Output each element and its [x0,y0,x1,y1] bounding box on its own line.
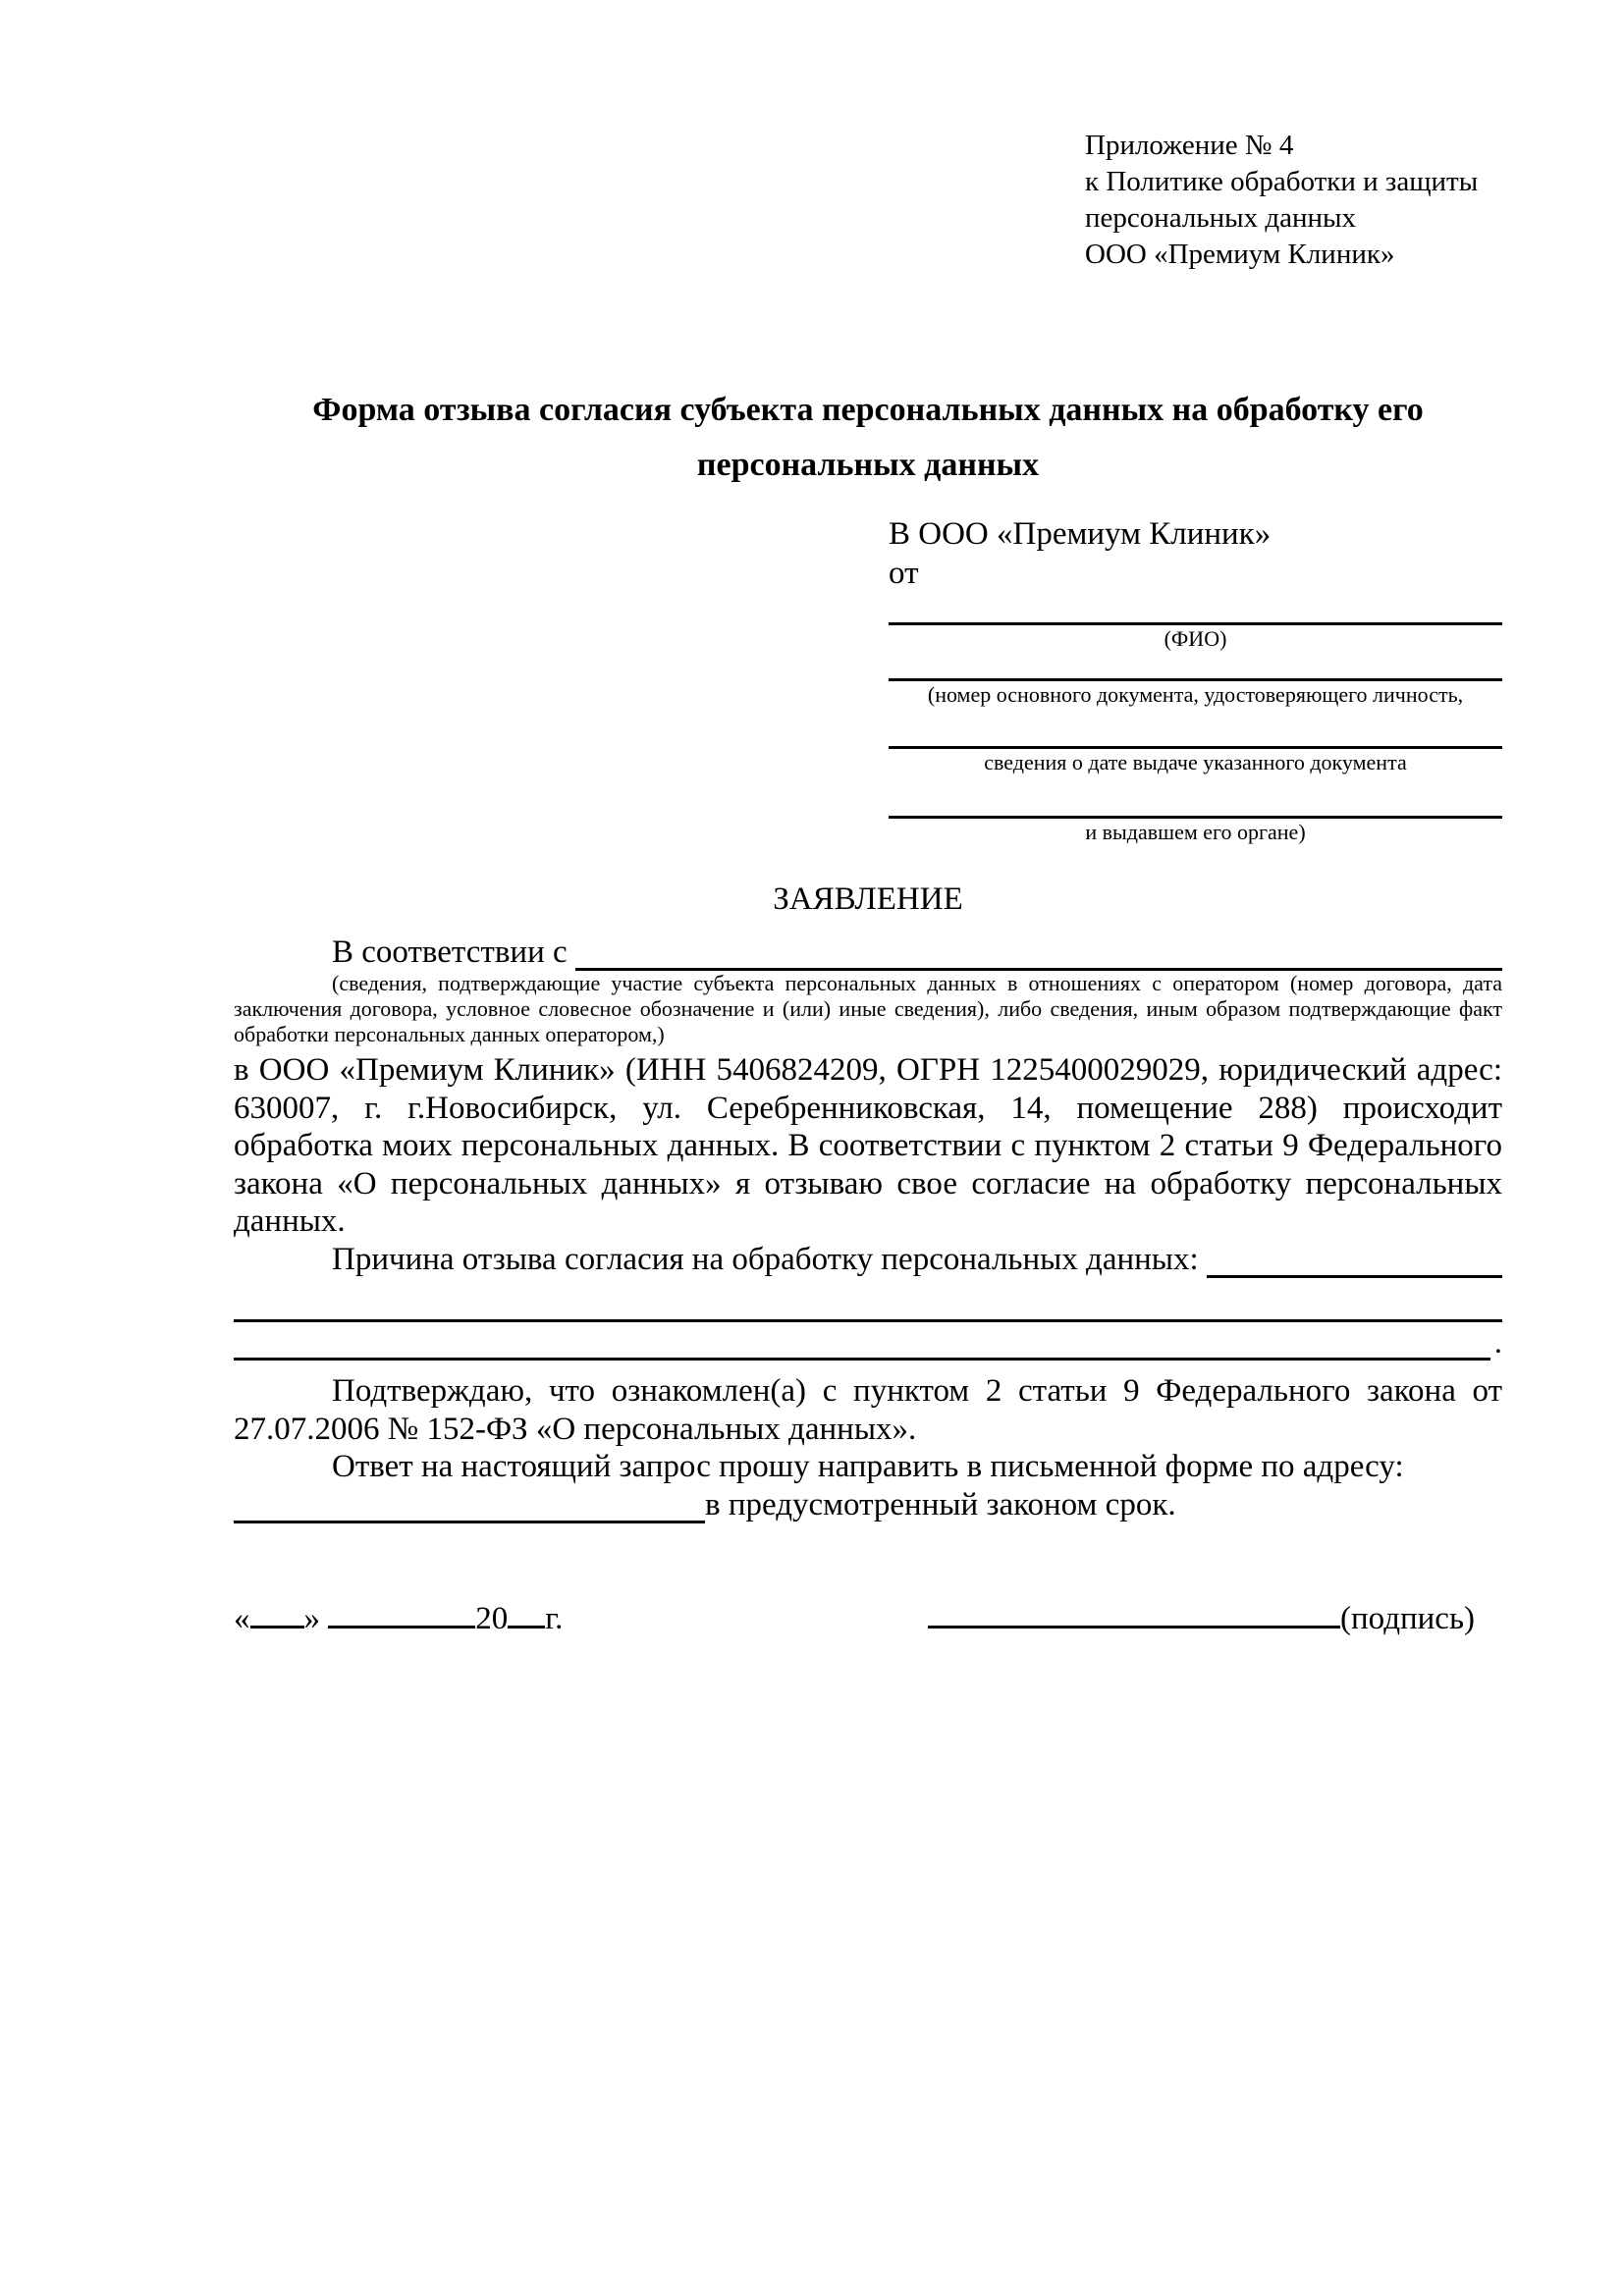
reason-period: . [1493,1325,1502,1361]
reply-request-paragraph: Ответ на настоящий запрос прошу направить в письменной форме по адресу: [332,1449,1404,1484]
document-content [234,128,1502,1638]
reason-blank-line-1 [1207,1242,1502,1278]
reason-blank-line-3 [234,1322,1490,1361]
issuing-authority-blank-line [889,776,1502,819]
addressee-to: В ООО «Премиум Клиник» [889,516,1272,552]
organization-name-line: ООО «Премиум Клиник» [1085,239,1395,270]
issue-date-blank-line [889,709,1502,749]
fio-caption: (ФИО) [1164,626,1227,651]
date-month-blank [328,1598,475,1629]
date-group [234,1598,563,1638]
reason-blank-row-3 [234,1322,1502,1361]
reply-address-blank-line [234,1491,705,1523]
reply-suffix: в предусмотренный законом срок. [705,1486,1176,1522]
policy-reference-line-1: к Политике обработки и защиты [1085,166,1479,197]
footer-row [234,1598,1502,1638]
signature-caption: (подпись) [1340,1601,1475,1636]
statement-body: в ООО «Премиум Клиник» (ИНН 5406824209, ОГРН 1225400029029, юридический адрес: 630007, г. г.Новосибирск, ул. Серебренниковская, 14, помещение 288) происходит обработка моих персональных данных. В соответствии с пунктом 2 статьи 9 Федерального закона «О персональных данных» я отзываю свое согласие на обработку персональных данных. [234,1052,1502,1239]
confirmation-paragraph: Подтверждаю, что ознакомлен(а) с пунктом 2 статьи 9 Федерального закона от 27.07.2006 № 152-ФЗ «О персональных данных». [234,1373,1502,1447]
document-number-caption: (номер основного документа, удостоверяющего личность, [927,682,1464,707]
accordance-prefix: В соответствии с [332,934,575,970]
date-open-quote: « [234,1601,250,1636]
reply-address-row [234,1486,1502,1524]
policy-reference-line-2: персональных данных [1085,202,1357,234]
document-title: Форма отзыва согласия субъекта персональных данных на обработку его персональных данных [312,392,1424,483]
addressee-block [889,514,1502,846]
accordance-blank-line [575,934,1502,971]
appendix-reference-note [1085,128,1502,273]
date-day-blank [250,1598,304,1629]
signature-group [928,1598,1502,1638]
date-year-suffix: г. [545,1601,564,1636]
statement-heading: ЗАЯВЛЕНИЕ [773,881,963,917]
accordance-row [234,934,1502,971]
accordance-footnote: (сведения, подтверждающие участие субъекта персональных данных в отношениях с оператором (номер договора, дата заключения договора, условное словесное обозначение и (или) иные сведения), либо сведения, иным образом подтверждающие факт обработки персональных данных оператором,) [234,971,1502,1046]
reason-label: Причина отзыва согласия на обработку персональных данных: [332,1241,1207,1277]
issuing-authority-caption: и выдавшем его органе) [1085,820,1306,844]
date-close-quote: » [303,1601,329,1636]
fio-blank-line [889,593,1502,625]
reason-blank-row-2 [234,1278,1502,1322]
appendix-number-line: Приложение № 4 [1085,130,1294,161]
reason-blank-line-2 [234,1278,1502,1322]
reason-row [234,1241,1502,1279]
document-number-blank-line [889,653,1502,681]
issue-date-caption: сведения о дате выдаче указанного документа [984,750,1407,774]
addressee-from-label: от [889,556,919,591]
signature-blank-line [928,1598,1340,1629]
date-year-blank [508,1598,545,1629]
date-year-prefix: 20 [475,1601,509,1636]
